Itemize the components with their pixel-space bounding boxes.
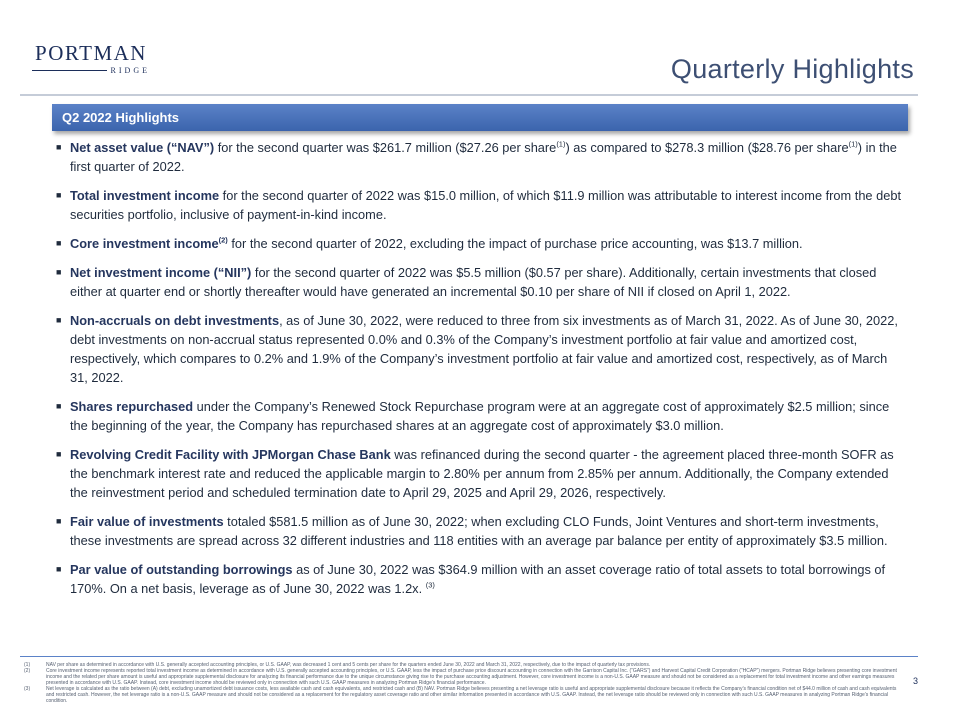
footnote-number: (3) [24, 686, 31, 692]
footer-divider [20, 656, 918, 657]
highlight-label: Net investment income (“NII”) [70, 265, 252, 280]
logo-subtext: RIDGE [110, 66, 150, 75]
section-banner [52, 104, 908, 131]
highlight-text: , as of June 30, 2022, were reduced to three from six investments as of March 31, 2022. As of June 30, 2022, debt investments on non-accrual status represented 0.0% and 0.3% of the Company’s investment portfolio at fair value and amortized cost, respectively, which compares to 0.2% and 1.9% of the Company’s investment portfolio at fair value and amortized cost, respectively, as of March 31, 2022. [70, 313, 898, 385]
bullet-square-icon: ■ [56, 142, 62, 152]
page-number: 3 [912, 676, 918, 686]
footnote-text: Core investment income represents reported total investment income as determined in accordance with U.S. generally accepted accounting principles, or U.S. GAAP, less the impact of purchase price discount accounting in connection with the Garrison Capital Inc. (“GARS”) and Harvest Capital Credit Corporation (“HCAP”) mergers. Portman Ridge believes presenting core investment income and the related per share amount is useful and appropriate supplemental disclosure for analyzing its financial performance due to the unique circumstance giving rise to the purchase accounting adjustment. However, core investment income is a non-U.S. GAAP measure and should not be considered as a replacement for total investment income and other earnings measures presented in accordance with U.S. GAAP. Instead, core investment income should be reviewed only in connection with such U.S. GAAP measures in analyzing Portman Ridge’s financial performance. [46, 668, 897, 686]
footnote-marker: (1) [556, 139, 566, 149]
highlight-item-net-investment-income [56, 263, 908, 301]
bullet-square-icon: ■ [56, 516, 62, 526]
footnote [24, 686, 904, 704]
highlight-label: Non-accruals on debt investments [70, 313, 280, 328]
bullet-square-icon: ■ [56, 449, 62, 459]
highlight-label: Core investment income$^{(2)}$ [70, 235, 228, 251]
logo-rule [32, 70, 107, 71]
highlight-text: for the second quarter of 2022 was $5.5 million ($0.57 per share). Additionally, certain investments that closed either at quarter end or shortly thereafter would have generated an incremental $0.10 per share of NII if closed on April 1, 2022. [70, 265, 877, 299]
footnote-marker: (1) [848, 139, 858, 149]
highlight-label: Fair value of investments [70, 514, 224, 529]
highlight-label: Net asset value (“NAV”) [70, 140, 215, 155]
footnote-marker: (2) [218, 235, 228, 245]
bullet-square-icon: ■ [56, 315, 62, 325]
footnotes [24, 662, 904, 704]
footnote [24, 668, 904, 686]
highlight-text: for the second quarter of 2022 was $15.0 million, of which $11.9 million was attributable to interest income from the debt securities portfolio, inclusive of payment-in-kind income. [70, 188, 902, 222]
bullet-square-icon: ■ [56, 401, 62, 411]
highlight-item-fair-value [56, 512, 908, 550]
highlight-label: Par value of outstanding borrowings [70, 562, 293, 577]
highlight-label: Revolving Credit Facility with JPMorgan Chase Bank [70, 447, 391, 462]
logo-subline [32, 66, 150, 75]
highlights-list [56, 138, 908, 608]
highlight-label: Shares repurchased [70, 399, 194, 414]
section-banner-label: Q2 2022 Highlights [62, 110, 180, 125]
highlight-item-non-accruals [56, 311, 908, 387]
highlight-text: totaled $581.5 million as of June 30, 2022; when excluding CLO Funds, Joint Ventures and short-term investments, these investments are spread across 32 different industries and 118 entities with an average par balance per entity of approximately $3.5 million. [70, 514, 888, 548]
highlight-text: for the second quarter was $261.7 million ($27.26 per share$^{(1)}$) as compared to $278.3 million ($28.76 per share$^{(1)}$) in the first quarter of 2022. [70, 139, 897, 174]
footnote-marker: (3) [425, 580, 435, 590]
portman-ridge-logo [32, 42, 150, 75]
footnote-text: NAV per share as determined in accordance with U.S. generally accepted accounting principles, or U.S. GAAP, was decreased 1 cent and 5 cents per share for the quarters ended June 30, 2022 and March 31, 2022, respectively, due to the impact of quarterly tax provisions. [46, 662, 651, 668]
logo-wordmark: PORTMAN [35, 41, 147, 65]
highlight-text: for the second quarter of 2022, excluding the impact of purchase price accounting, was $13.7 million. [227, 236, 803, 251]
bullet-square-icon: ■ [56, 190, 62, 200]
bullet-square-icon: ■ [56, 238, 62, 248]
bullet-square-icon: ■ [56, 564, 62, 574]
highlight-text: as of June 30, 2022 was $364.9 million with an asset coverage ratio of total assets to total borrowings of 170%. On a net basis, leverage as of June 30, 2022 was 1.2x. $^{(3)}$ [70, 562, 886, 596]
highlight-item-core-investment-income [56, 234, 908, 253]
page-title: Quarterly Highlights [670, 54, 914, 84]
highlight-item-shares-repurchased [56, 397, 908, 435]
highlight-label: Total investment income [70, 188, 220, 203]
footnote-number: (1) [24, 662, 31, 668]
footnote-number: (2) [24, 668, 31, 674]
highlight-item-total-investment-income [56, 186, 908, 224]
highlight-item-nav [56, 138, 908, 176]
bullet-square-icon: ■ [56, 267, 62, 277]
highlight-item-revolving-credit-facility [56, 445, 908, 502]
highlight-text: was refinanced during the second quarter - the agreement placed three-month SOFR as the benchmark interest rate and reduced the applicable margin to 2.80% per annum from 2.85% per annum. Additionally, the Company extended the reinvestment period and scheduled termination date to April 29, 2025 and April 29, 2026, respectively. [70, 447, 894, 500]
highlight-item-par-value-borrowings [56, 560, 908, 598]
highlight-text: under the Company’s Renewed Stock Repurchase program were at an aggregate cost of approximately $2.5 million; since the beginning of the year, the Company has repurchased shares at an aggregate cost of approximately $3.0 million. [70, 399, 890, 433]
title-divider [20, 94, 918, 96]
footnote-text: Net leverage is calculated as the ratio between (A) debt, excluding unamortized debt issuance costs, less available cash and cash equivalents, and restricted cash and (B) NAV. Portman Ridge believes presenting a net leverage ratio is useful and appropriate supplemental disclosure because it reflects the Company’s financial condition net of $44.0 million of cash and cash equivalents and restricted cash. However, the net leverage ratio is a non-U.S. GAAP measure and should not be considered as a replacement for the regulatory asset coverage ratio and other similar information presented in accordance with U.S. GAAP. Instead, the net leverage ratio should be reviewed only in connection with such U.S. GAAP measures in analyzing Portman Ridge’s financial condition. [46, 686, 897, 704]
